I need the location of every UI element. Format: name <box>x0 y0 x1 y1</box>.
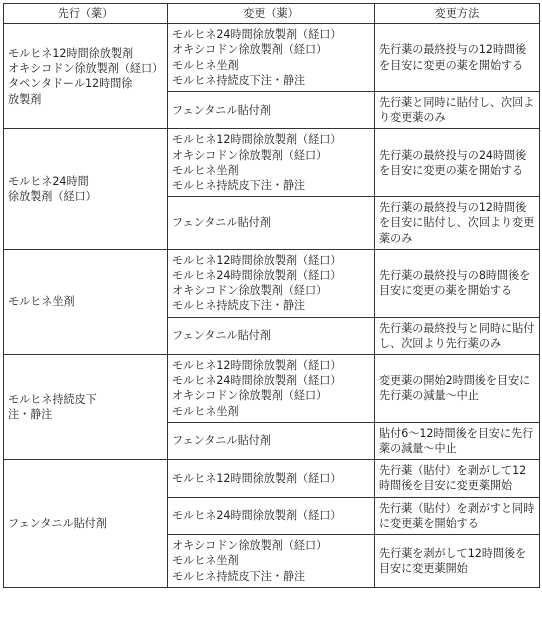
after-drug-line: モルヒネ持続皮下注・静注 <box>172 299 306 313</box>
method-cell: 先行薬の最終投与の24時間後を目安に変更の薬を開始する <box>375 129 540 197</box>
after-drug-line: オキシコドン徐放製剤（経口） <box>172 284 328 298</box>
before-drug-cell <box>4 249 168 354</box>
table-row <box>4 24 540 92</box>
before-drug-line: モルヒネ24時間 <box>8 174 89 188</box>
before-drug-line: モルヒネ坐剤 <box>8 295 75 309</box>
after-drug-line: モルヒネ持続皮下注・静注 <box>172 73 306 87</box>
after-drug-line: オキシコドン徐放製剤（経口） <box>172 539 328 553</box>
opioid-switch-table <box>3 3 540 588</box>
after-drug-cell <box>168 497 375 534</box>
after-drug-line: モルヒネ24時間徐放製剤（経口） <box>172 509 342 523</box>
after-drug-cell <box>168 24 375 92</box>
before-drug-cell <box>4 129 168 249</box>
method-cell: 先行薬の最終投与と同時に貼付し、次回より先行薬のみ <box>375 317 540 354</box>
after-drug-line: モルヒネ24時間徐放製剤（経口） <box>172 374 342 388</box>
method-cell: 貼付6～12時間後を目安に先行薬の減量～中止 <box>375 422 540 459</box>
before-drug-line: 徐放製剤（経口） <box>8 190 97 204</box>
after-drug-line: モルヒネ24時間徐放製剤（経口） <box>172 269 342 283</box>
after-drug-line: オキシコドン徐放製剤（経口） <box>172 389 328 403</box>
before-drug-cell <box>4 24 168 129</box>
before-drug-line: フェンタニル貼付剤 <box>8 516 107 530</box>
after-drug-line: モルヒネ持続皮下注・静注 <box>172 179 306 193</box>
after-drug-cell <box>168 317 375 354</box>
after-drug-cell <box>168 422 375 459</box>
after-drug-cell <box>168 197 375 250</box>
header-method: 変更方法 <box>375 4 540 24</box>
after-drug-line: オキシコドン徐放製剤（経口） <box>172 43 328 57</box>
after-drug-line: モルヒネ12時間徐放製剤（経口） <box>172 133 342 147</box>
header-after-drug: 変更（薬） <box>168 4 375 24</box>
method-cell: 先行薬の最終投与の12時間後を目安に貼付し、次回より変更薬のみ <box>375 197 540 250</box>
method-cell: 先行薬の最終投与の8時間後を目安に変更の薬を開始する <box>375 249 540 317</box>
table-row <box>4 249 540 317</box>
before-drug-line: 放製剤 <box>8 92 42 106</box>
table-row <box>4 129 540 197</box>
before-drug-line: タペンタドール12時間徐 <box>8 77 133 91</box>
method-cell: 変更薬の開始2時間後を目安に先行薬の減量～中止 <box>375 355 540 423</box>
after-drug-line: モルヒネ坐剤 <box>172 58 239 72</box>
method-cell: 先行薬（貼付）を剥がすと同時に変更薬を開始する <box>375 497 540 534</box>
before-drug-line: モルヒネ12時間徐放製剤 <box>8 46 134 60</box>
table-row <box>4 460 540 497</box>
method-cell: 先行薬（貼付）を剥がして12時間後を目安に変更薬開始 <box>375 460 540 497</box>
before-drug-cell <box>4 460 168 587</box>
table-row <box>4 355 540 423</box>
after-drug-line: モルヒネ坐剤 <box>172 554 239 568</box>
after-drug-cell <box>168 129 375 197</box>
after-drug-line: フェンタニル貼付剤 <box>172 434 271 448</box>
after-drug-line: モルヒネ12時間徐放製剤（経口） <box>172 359 342 373</box>
after-drug-line: フェンタニル貼付剤 <box>172 103 271 117</box>
after-drug-line: モルヒネ12時間徐放製剤（経口） <box>172 253 342 267</box>
after-drug-line: オキシコドン徐放製剤（経口） <box>172 148 328 162</box>
method-cell: 先行薬を剥がして12時間後を目安に変更薬開始 <box>375 535 540 588</box>
after-drug-line: モルヒネ坐剤 <box>172 163 239 177</box>
after-drug-cell <box>168 249 375 317</box>
after-drug-cell <box>168 355 375 423</box>
after-drug-line: モルヒネ24時間徐放製剤（経口） <box>172 28 342 42</box>
after-drug-cell <box>168 92 375 129</box>
after-drug-line: モルヒネ坐剤 <box>172 404 239 418</box>
method-cell: 先行薬の最終投与の12時間後を目安に変更の薬を開始する <box>375 24 540 92</box>
header-row <box>4 4 540 24</box>
before-drug-line: モルヒネ持続皮下 <box>8 392 97 406</box>
before-drug-cell <box>4 355 168 460</box>
before-drug-line: オキシコドン徐放製剤（経口） <box>8 62 164 76</box>
header-before-drug: 先行（薬） <box>4 4 168 24</box>
after-drug-line: フェンタニル貼付剤 <box>172 216 271 230</box>
after-drug-line: モルヒネ12時間徐放製剤（経口） <box>172 471 342 485</box>
after-drug-line: フェンタニル貼付剤 <box>172 329 271 343</box>
method-cell: 先行薬と同時に貼付し、次回より変更薬のみ <box>375 92 540 129</box>
after-drug-cell <box>168 460 375 497</box>
after-drug-cell <box>168 535 375 588</box>
after-drug-line: モルヒネ持続皮下注・静注 <box>172 569 306 583</box>
before-drug-line: 注・静注 <box>8 408 53 422</box>
